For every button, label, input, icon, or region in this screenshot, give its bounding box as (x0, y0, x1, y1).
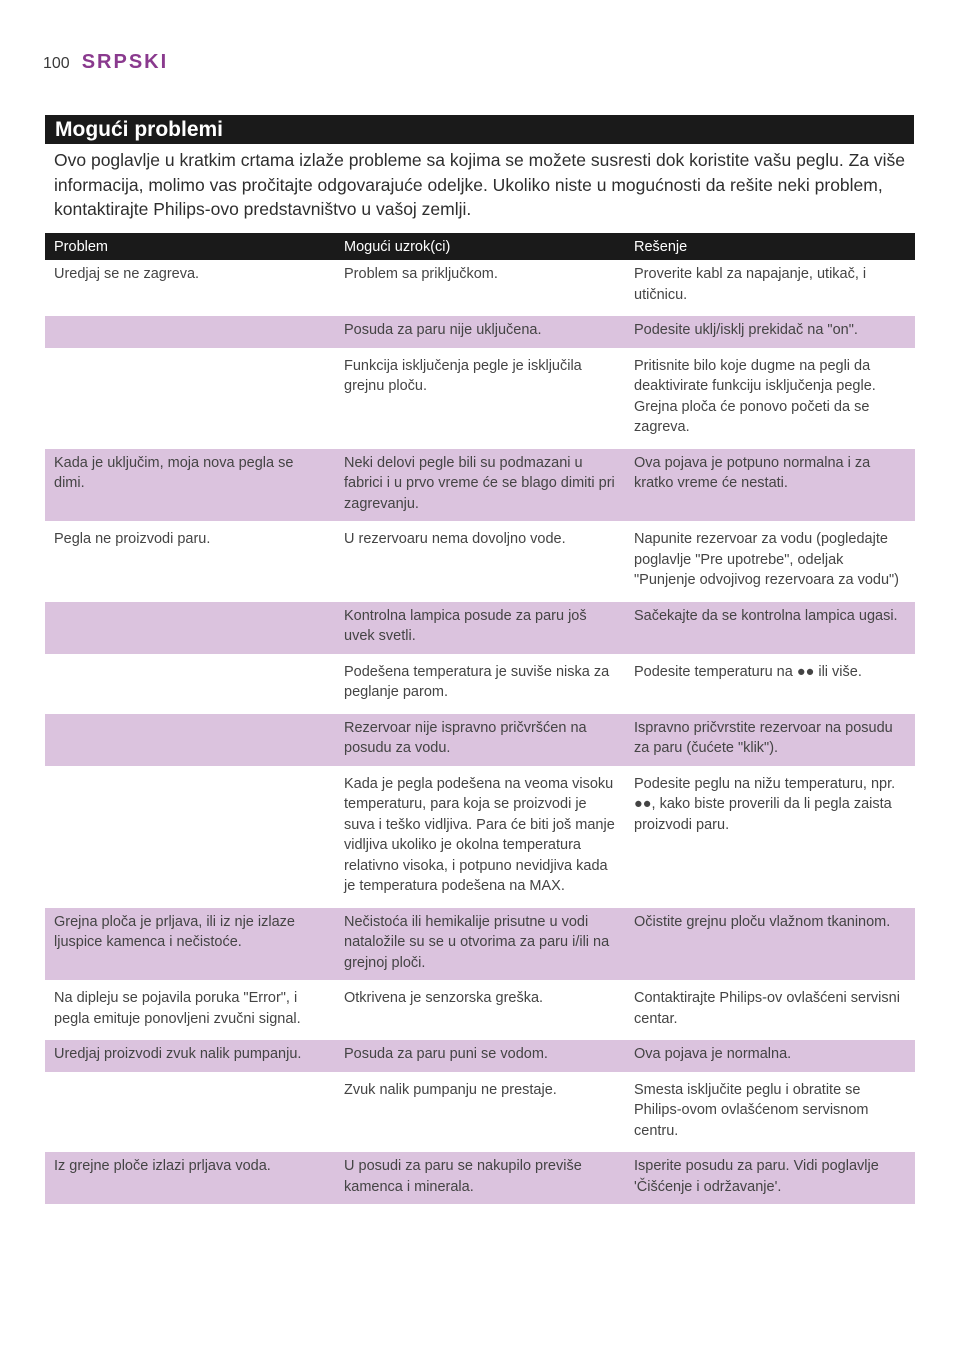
cell-cause: Kada je pegla podešena na veoma visoku temperaturu, para koja se proizvodi je suva i teško vidljiva. Para će biti još manje vidljiva ukoliko je okolna temperatura relativno visoka, i potpuno nevidjiva kada je temperatura podešena na MAX. (335, 770, 625, 908)
cell-solution: Sačekajte da se kontrolna lampica ugasi. (625, 602, 915, 658)
table-row (45, 908, 915, 985)
table-row (45, 449, 915, 526)
column-header-cause: Mogući uzrok(ci) (335, 233, 625, 260)
cell-solution: Ova pojava je normalna. (625, 1040, 915, 1076)
table-row (45, 260, 915, 316)
column-header-solution: Rešenje (625, 233, 915, 260)
cell-problem: Iz grejne ploče izlazi prljava voda. (45, 1152, 335, 1208)
cell-solution: Pritisnite bilo koje dugme na pegli da deaktivirate funkciju isključenja pegle. Grejna ploča će ponovo početi da se zagreva. (625, 352, 915, 449)
page-header (43, 51, 168, 74)
cell-cause: Kontrolna lampica posude za paru još uvek svetli. (335, 602, 625, 658)
cell-solution: Ova pojava je potpuno normalna i za kratko vreme će nestati. (625, 449, 915, 526)
intro-paragraph: Ovo poglavlje u kratkim crtama izlaže probleme sa kojima se možete susresti dok koristite vašu peglu. Za više informacija, molimo vas pročitajte odgovarajuće odeljke. Ukoliko niste u mogućnosti da rešite neki problem, kontaktirajte Philips-ovo predstavništvo u vašoj zemlji. (54, 150, 906, 219)
language-label: SRPSKI (81, 51, 169, 73)
table-row (45, 602, 915, 658)
table-row (45, 1040, 915, 1076)
cell-cause: Problem sa priključkom. (335, 260, 625, 316)
cell-cause: Podešena temperatura je suviše niska za peglanje parom. (335, 658, 625, 714)
section-title: Mogući problemi (55, 118, 223, 141)
cell-solution: Podesite peglu na nižu temperaturu, npr. ●●, kako biste proverili da li pegla zaista proizvodi paru. (625, 770, 915, 908)
cell-solution: Ispravno pričvrstite rezervoar na posudu za paru (čućete "klik"). (625, 714, 915, 770)
cell-problem: Grejna ploča je prljava, ili iz nje izlaze ljuspice kamenca i nečistoće. (45, 908, 335, 985)
cell-cause: U posudi za paru se nakupilo previše kamenca i minerala. (335, 1152, 625, 1208)
cell-cause: Rezervoar nije ispravno pričvršćen na posudu za vodu. (335, 714, 625, 770)
table-row (45, 1152, 915, 1208)
table-row (45, 714, 915, 770)
cell-problem (45, 658, 335, 714)
table-header-row (45, 233, 915, 260)
cell-cause: Zvuk nalik pumpanju ne prestaje. (335, 1076, 625, 1153)
cell-cause: Neki delovi pegle bili su podmazani u fabrici i u prvo vreme će se blago dimiti pri zagrevanju. (335, 449, 625, 526)
column-header-problem: Problem (45, 233, 335, 260)
page-number: 100 (43, 55, 70, 72)
cell-problem (45, 714, 335, 770)
cell-problem (45, 316, 335, 352)
cell-problem (45, 1076, 335, 1153)
cell-cause: Posuda za paru nije uključena. (335, 316, 625, 352)
cell-cause: Funkcija isključenja pegle je isključila grejnu ploču. (335, 352, 625, 449)
cell-solution: Isperite posudu za paru. Vidi poglavlje 'Čišćenje i održavanje'. (625, 1152, 915, 1208)
table-row (45, 352, 915, 449)
cell-cause: U rezervoaru nema dovoljno vode. (335, 525, 625, 602)
cell-problem (45, 770, 335, 908)
cell-problem: Uredjaj proizvodi zvuk nalik pumpanju. (45, 1040, 335, 1076)
table-row (45, 525, 915, 602)
table-row (45, 316, 915, 352)
cell-solution: Smesta isključite peglu i obratite se Philips-ovom ovlašćenom servisnom centru. (625, 1076, 915, 1153)
cell-solution: Napunite rezervoar za vodu (pogledajte poglavlje "Pre upotrebe", odeljak "Punjenje odvojivog rezervoara za vodu") (625, 525, 915, 602)
cell-solution: Očistite grejnu ploču vlažnom tkaninom. (625, 908, 915, 985)
cell-problem: Pegla ne proizvodi paru. (45, 525, 335, 602)
troubleshooting-table (45, 233, 915, 1208)
cell-problem: Na dipleju se pojavila poruka "Error", i pegla emituje ponovljeni zvučni signal. (45, 984, 335, 1040)
cell-problem: Uredjaj se ne zagreva. (45, 260, 335, 316)
cell-problem (45, 352, 335, 449)
table-row (45, 658, 915, 714)
cell-cause: Nečistoća ili hemikalije prisutne u vodi nataložile su se u otvorima za paru i/ili na grejnoj ploči. (335, 908, 625, 985)
table-row (45, 1076, 915, 1153)
cell-problem: Kada je uključim, moja nova pegla se dimi. (45, 449, 335, 526)
table-row (45, 984, 915, 1040)
cell-cause: Posuda za paru puni se vodom. (335, 1040, 625, 1076)
cell-solution: Proverite kabl za napajanje, utikač, i utičnicu. (625, 260, 915, 316)
cell-problem (45, 602, 335, 658)
cell-cause: Otkrivena je senzorska greška. (335, 984, 625, 1040)
cell-solution: Podesite temperaturu na ●● ili više. (625, 658, 915, 714)
section-title-bar (45, 115, 914, 144)
cell-solution: Podesite uklj/isklj prekidač na "on". (625, 316, 915, 352)
cell-solution: Contaktirajte Philips-ov ovlašćeni servisni centar. (625, 984, 915, 1040)
table-row (45, 770, 915, 908)
